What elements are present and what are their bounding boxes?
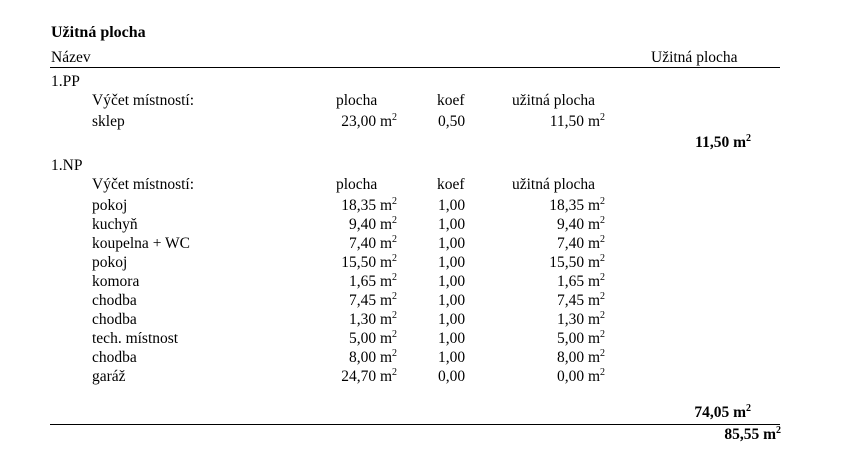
room-plocha: 7,45 $m^2$ xyxy=(348,291,397,309)
grand-total: 85,55 $m^2$ xyxy=(724,425,781,443)
room-koef: 1,00 xyxy=(438,235,466,252)
room-koef: 1,00 xyxy=(438,216,466,233)
room-uzitna: 11,50 $m^2$ xyxy=(549,112,605,130)
room-name: chodba xyxy=(92,311,137,328)
room-koef: 1,00 xyxy=(438,292,466,309)
room-plocha: 5,00 $m^2$ xyxy=(348,329,397,347)
rooms-list-label: Výčet místností: xyxy=(92,176,195,193)
room-name: pokoj xyxy=(92,197,128,214)
room-plocha: 1,30 $m^2$ xyxy=(348,310,397,328)
room-plocha: 1,65 $m^2$ xyxy=(348,272,397,290)
rooms-list-label: Výčet místností: xyxy=(92,92,195,109)
room-uzitna: 9,40 $m^2$ xyxy=(556,215,605,233)
room-name: garáž xyxy=(92,368,126,385)
column-plocha-label: plocha xyxy=(336,92,378,109)
room-koef: 0,50 xyxy=(438,113,466,130)
section-subtotal-1np: 74,05 $m^2$ xyxy=(694,403,751,421)
room-plocha: 23,00 $m^2$ xyxy=(341,112,397,130)
room-uzitna: 8,00 $m^2$ xyxy=(556,348,605,366)
room-name: kuchyň xyxy=(92,216,138,233)
room-plocha: 7,40 $m^2$ xyxy=(348,234,397,252)
room-uzitna: 1,30 $m^2$ xyxy=(556,310,605,328)
room-name: pokoj xyxy=(92,254,128,271)
room-koef: 1,00 xyxy=(438,254,466,271)
room-plocha: 15,50 $m^2$ xyxy=(341,253,397,271)
column-uzitna-label: užitná plocha xyxy=(512,176,596,193)
room-uzitna: 0,00 $m^2$ xyxy=(556,367,605,385)
room-uzitna: 18,35 $m^2$ xyxy=(549,196,605,214)
column-koef-label: koef xyxy=(437,176,465,193)
column-koef-label: koef xyxy=(437,92,465,109)
room-uzitna: 7,45 $m^2$ xyxy=(556,291,605,309)
room-plocha: 9,40 $m^2$ xyxy=(348,215,397,233)
room-name: komora xyxy=(92,273,140,290)
room-uzitna: 7,40 $m^2$ xyxy=(556,234,605,252)
room-koef: 1,00 xyxy=(438,349,466,366)
section-title-1np: 1.NP xyxy=(51,157,83,174)
room-koef: 1,00 xyxy=(438,311,466,328)
total-divider xyxy=(50,424,780,425)
header-divider xyxy=(50,67,780,68)
room-name: koupelna + WC xyxy=(92,235,190,252)
column-header-area: Užitná plocha xyxy=(651,49,738,66)
room-koef: 0,00 xyxy=(438,368,466,385)
column-plocha-label: plocha xyxy=(336,176,378,193)
room-uzitna: 1,65 $m^2$ xyxy=(556,272,605,290)
section-title-1pp: 1.PP xyxy=(51,73,80,90)
room-name: chodba xyxy=(92,292,137,309)
room-name: chodba xyxy=(92,349,137,366)
room-plocha: 18,35 $m^2$ xyxy=(341,196,397,214)
room-plocha: 24,70 $m^2$ xyxy=(341,367,397,385)
room-plocha: 8,00 $m^2$ xyxy=(348,348,397,366)
room-name: tech. místnost xyxy=(92,330,179,347)
column-header-name: Název xyxy=(51,49,91,66)
section-subtotal-1pp: 11,50 $m^2$ xyxy=(695,133,751,151)
room-koef: 1,00 xyxy=(438,273,466,290)
column-uzitna-label: užitná plocha xyxy=(512,92,596,109)
room-koef: 1,00 xyxy=(438,330,466,347)
room-uzitna: 15,50 $m^2$ xyxy=(549,253,605,271)
room-uzitna: 5,00 $m^2$ xyxy=(556,329,605,347)
room-koef: 1,00 xyxy=(438,197,466,214)
room-name: sklep xyxy=(92,113,125,130)
page-title: Užitná plocha xyxy=(51,24,146,41)
